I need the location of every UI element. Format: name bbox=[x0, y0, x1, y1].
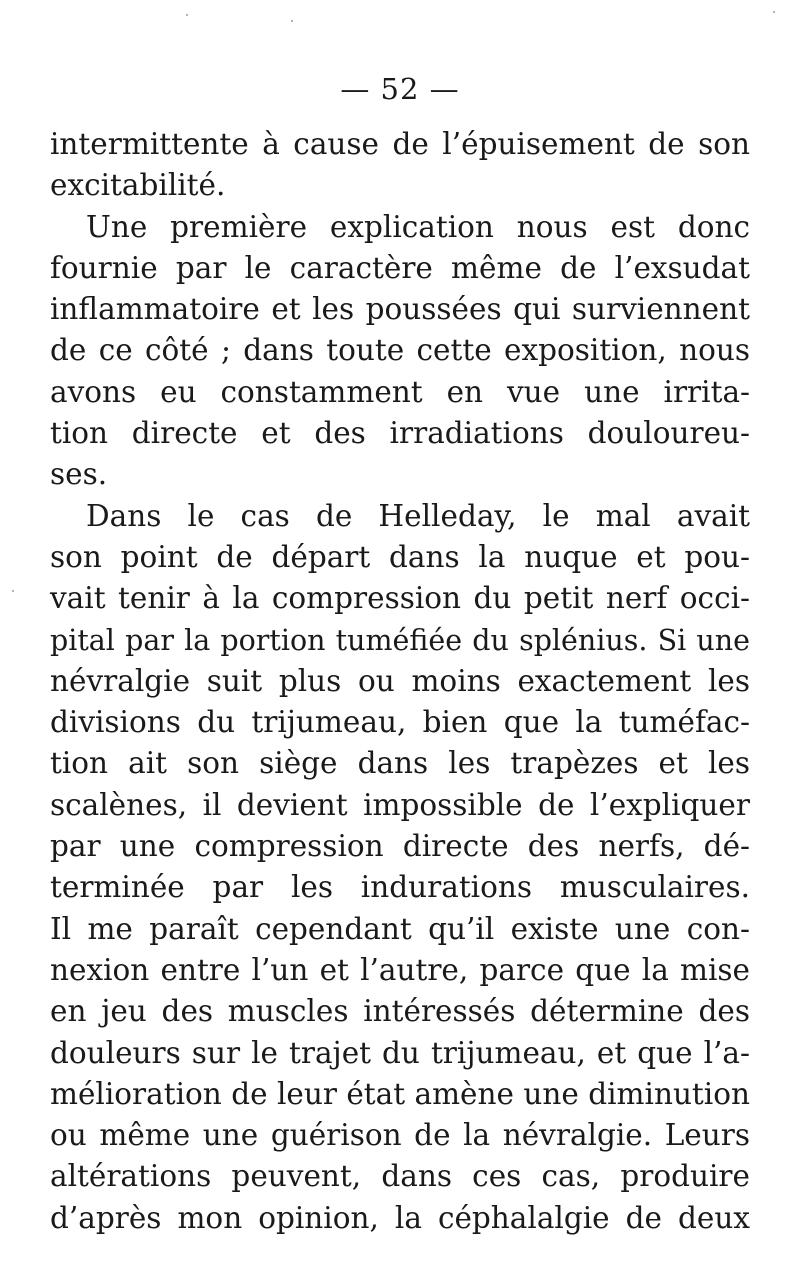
body-text bbox=[50, 124, 750, 1239]
text-line: ou même une guérison de la névralgie. Leurs bbox=[50, 1118, 750, 1153]
text-line: par une compression directe des nerfs, dé- bbox=[50, 829, 750, 864]
text-line: intermittente à cause de l’épuisement de son bbox=[50, 127, 750, 161]
paper-speck bbox=[291, 20, 293, 22]
text-line: mélioration de leur état amène une diminution bbox=[50, 1076, 750, 1111]
text-line: d’après mon opinion, la céphalalgie de deux bbox=[50, 1200, 750, 1235]
text-line: Une première explication nous est donc bbox=[86, 209, 750, 244]
paper-speck bbox=[186, 14, 188, 16]
text-line: scalènes, il devient impossible de l’expliquer bbox=[50, 787, 750, 822]
text-line: en jeu des muscles intéressés détermine des bbox=[50, 994, 750, 1029]
paper-speck bbox=[773, 11, 775, 13]
text-line: fournie par le caractère même de l’exsudat bbox=[50, 250, 750, 285]
text-line: Dans le cas de Helleday, le mal avait bbox=[86, 498, 750, 533]
text-line: ses. bbox=[50, 457, 108, 492]
page-number: — 52 — bbox=[340, 72, 460, 106]
text-line: tion directe et des irradiations douloureu- bbox=[50, 416, 750, 451]
text-line: terminée par les indurations musculaires. bbox=[50, 870, 750, 905]
text-line: inflammatoire et les poussées qui surviennent bbox=[50, 292, 750, 327]
text-line: excitabilité. bbox=[50, 168, 226, 203]
paper-speck bbox=[12, 590, 14, 592]
text-line: son point de départ dans la nuque et pou- bbox=[50, 539, 750, 574]
text-line: avons eu constamment en vue une irrita- bbox=[50, 374, 750, 409]
text-line: Il me paraît cependant qu’il existe une con- bbox=[50, 911, 750, 946]
text-line: tion ait son siège dans les trapèzes et les bbox=[50, 746, 750, 781]
text-line: vait tenir à la compression du petit nerf occi- bbox=[50, 581, 750, 616]
text-line: nexion entre l’un et l’autre, parce que la mise bbox=[50, 952, 750, 987]
text-line: pital par la portion tuméfiée du splénius. Si une bbox=[50, 623, 750, 657]
text-line: divisions du trijumeau, bien que la tuméfac- bbox=[50, 705, 750, 740]
text-line: de ce côté ; dans toute cette exposition, nous bbox=[50, 333, 750, 368]
text-line: altérations peuvent, dans ces cas, produire bbox=[50, 1159, 750, 1194]
text-line: douleurs sur le trajet du trijumeau, et que l’a- bbox=[50, 1035, 750, 1070]
text-line: névralgie suit plus ou moins exactement les bbox=[50, 663, 750, 698]
